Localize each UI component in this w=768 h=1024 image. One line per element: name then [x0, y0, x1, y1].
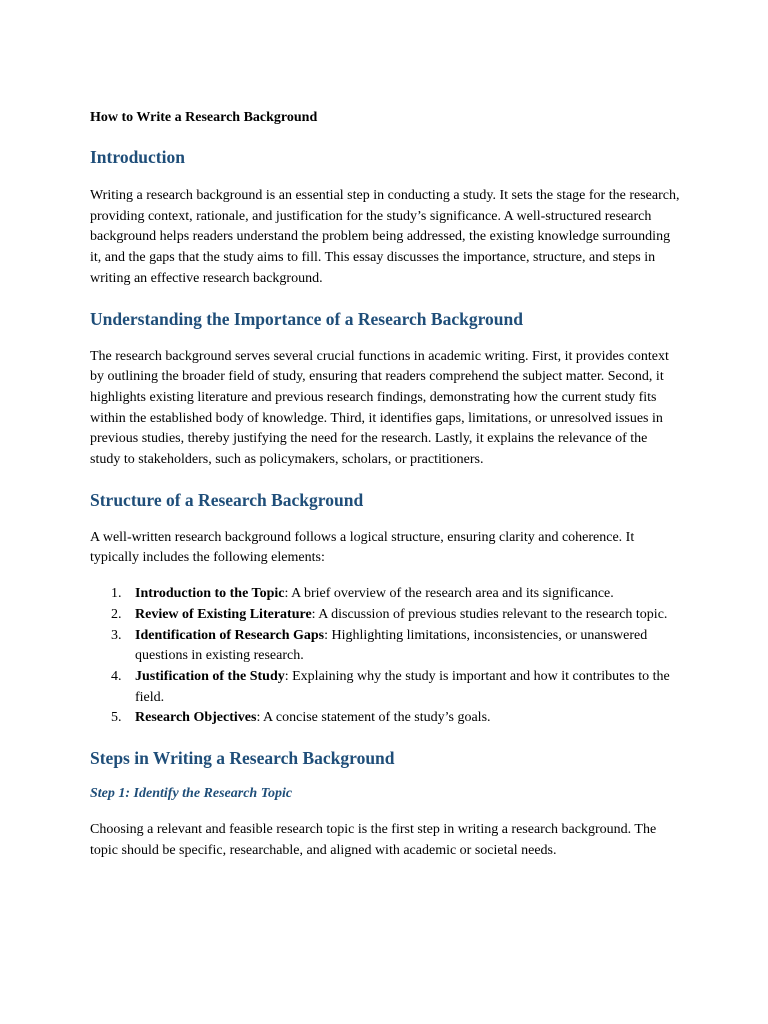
introduction-heading: Introduction	[90, 147, 185, 167]
list-item-description: : A discussion of previous studies relevant to the research topic.	[311, 606, 668, 622]
step1-paragraph: Choosing a relevant and feasible research topic is the first step in writing a research background. The topic should be specific, researchable, and aligned with academic or societal needs.	[90, 822, 657, 858]
list-item-term: Justification of the Study	[135, 668, 285, 684]
list-item-number: 5.	[111, 710, 122, 726]
document-title: How to Write a Research Background	[90, 110, 318, 125]
list-item-number: 4.	[111, 668, 122, 684]
list-item-description: : A brief overview of the research area and its significance.	[284, 586, 614, 602]
list-item	[90, 626, 680, 667]
structure-heading: Structure of a Research Background	[90, 489, 364, 510]
list-item	[90, 667, 680, 708]
list-item-number: 1.	[111, 586, 122, 602]
list-item-description: : Explaining why the study is important and how it contributes to the field.	[135, 668, 670, 705]
list-item	[90, 708, 680, 729]
structure-paragraph: A well-written research background follows a logical structure, ensuring clarity and coherence. It typically includes the following elements:	[90, 529, 635, 566]
list-item-term: Introduction to the Topic	[135, 586, 285, 602]
list-item-term: Review of Existing Literature	[135, 606, 312, 622]
list-item-number: 2.	[111, 606, 122, 622]
importance-heading: Understanding the Importance of a Research Background	[90, 308, 523, 329]
introduction-paragraph: Writing a research background is an essential step in conducting a study. It sets the stage for the research, providing context, rationale, and justification for the study’s significance. A well-structured research background helps readers understand the problem being addressed, the existing knowledge surrounding it, and the gaps that the study aims to fill. This essay discusses the importance, structure, and steps in writing an effective research background.	[90, 188, 680, 286]
importance-paragraph: The research background serves several crucial functions in academic writing. First, it provides context by outlining the broader field of study, ensuring that readers comprehend the subject matter. Second, it highlights existing literature and previous research findings, demonstrating how the current study fits within the established body of knowledge. Third, it identifies gaps, limitations, or unresolved issues in previous studies, thereby justifying the need for the research. Lastly, it explains the relevance of the study to stakeholders, such as policymakers, scholars, or practitioners.	[90, 348, 669, 468]
document-page	[90, 106, 680, 861]
list-item-description: : Highlighting limitations, inconsistencies, or unanswered questions in existing research.	[135, 627, 648, 664]
list-item-term: Research Objectives	[135, 710, 257, 726]
list-item-number: 3.	[111, 627, 122, 643]
list-item-term: Identification of Research Gaps	[135, 627, 325, 643]
list-item	[90, 584, 680, 605]
step1-heading: Step 1: Identify the Research Topic	[90, 786, 293, 802]
list-item	[90, 605, 680, 626]
structure-list	[90, 584, 680, 729]
steps-heading: Steps in Writing a Research Background	[90, 748, 395, 769]
list-item-description: : A concise statement of the study’s goals.	[256, 710, 491, 726]
